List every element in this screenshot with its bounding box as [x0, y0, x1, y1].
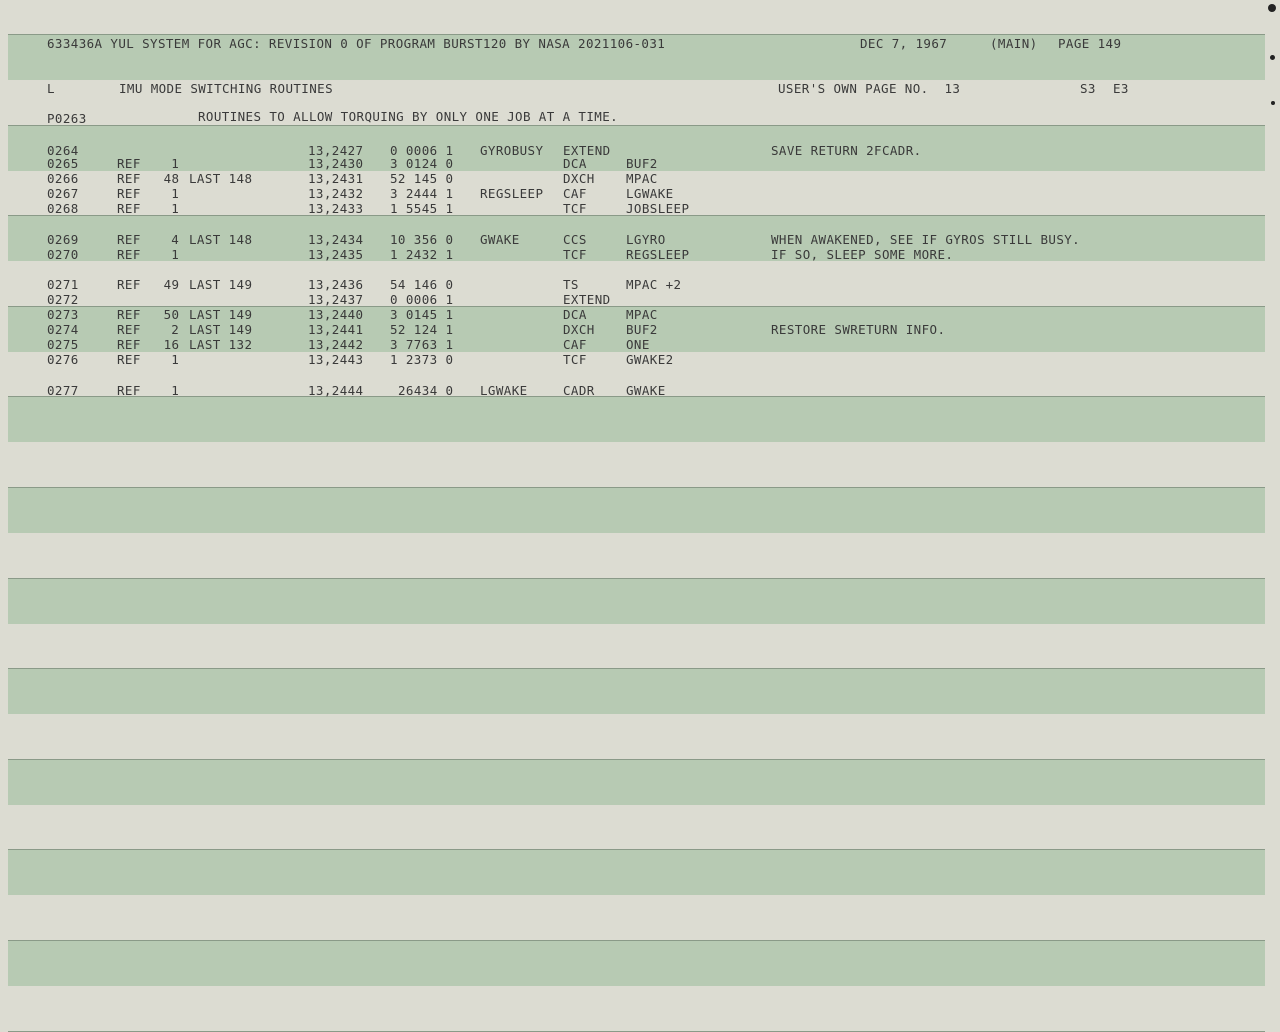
- line-code: 0 0006 1: [390, 292, 454, 307]
- line-address: 13,2430: [308, 156, 364, 171]
- line-ref-count: 50: [163, 307, 180, 322]
- line-opcode: TCF: [563, 247, 587, 262]
- line-comment: IF SO, SLEEP SOME MORE.: [771, 247, 954, 262]
- line-opcode: EXTEND: [563, 292, 611, 307]
- line-last: LAST 149: [189, 322, 253, 337]
- line-ref-count: 1: [171, 201, 180, 216]
- line-ref-count: 4: [171, 232, 180, 247]
- tractor-hole: [1270, 55, 1275, 60]
- line-number: 0270: [47, 247, 79, 262]
- line-ref: REF: [117, 171, 141, 186]
- line-code: 3 7763 1: [390, 337, 454, 352]
- line-last: LAST 132: [189, 337, 253, 352]
- header-section: (MAIN): [990, 36, 1038, 51]
- tractor-hole: [1268, 4, 1276, 12]
- line-address: 13,2437: [308, 292, 364, 307]
- line-opcode: TS: [563, 277, 579, 292]
- line-ref: REF: [117, 156, 141, 171]
- line-ref-count: 48: [163, 171, 180, 186]
- line-address: 13,2444: [308, 383, 364, 398]
- line-number: 0268: [47, 201, 79, 216]
- header-page: PAGE 149: [1058, 36, 1122, 51]
- line-opcode: TCF: [563, 352, 587, 367]
- line-ref-count: 1: [171, 352, 180, 367]
- line-address: 13,2435: [308, 247, 364, 262]
- line-address: 13,2442: [308, 337, 364, 352]
- subheader-user-page: USER'S OWN PAGE NO. 13: [778, 81, 961, 96]
- line-ref-count: 1: [171, 383, 180, 398]
- line-ref: REF: [117, 307, 141, 322]
- line-code: 3 2444 1: [390, 186, 454, 201]
- line-number: 0276: [47, 352, 79, 367]
- line-operand: BUF2: [626, 156, 658, 171]
- line-comment: RESTORE SWRETURN INFO.: [771, 322, 946, 337]
- line-opcode: DXCH: [563, 322, 595, 337]
- line-address: 13,2431: [308, 171, 364, 186]
- line-ref: REF: [117, 232, 141, 247]
- line-ref-count: 1: [171, 186, 180, 201]
- line-ref: REF: [117, 352, 141, 367]
- line-number: 0272: [47, 292, 79, 307]
- line-code: 3 0124 0: [390, 156, 454, 171]
- line-number: 0264: [47, 143, 79, 158]
- line-number: 0274: [47, 322, 79, 337]
- comment-id: P0263: [47, 111, 87, 126]
- line-number: 0265: [47, 156, 79, 171]
- line-operand: JOBSLEEP: [626, 201, 690, 216]
- line-ref: REF: [117, 186, 141, 201]
- line-comment: WHEN AWAKENED, SEE IF GYROS STILL BUSY.: [771, 232, 1081, 247]
- line-opcode: CADR: [563, 383, 595, 398]
- line-address: 13,2440: [308, 307, 364, 322]
- line-operand: ONE: [626, 337, 650, 352]
- line-code: 1 2432 1: [390, 247, 454, 262]
- subheader-code1: S3: [1080, 81, 1096, 96]
- line-ref: REF: [117, 383, 141, 398]
- subheader-code2: E3: [1113, 81, 1129, 96]
- subheader-type: L: [47, 81, 55, 96]
- line-code: 52 145 0: [390, 171, 454, 186]
- line-last: LAST 149: [189, 307, 253, 322]
- green-band: [8, 849, 1265, 895]
- line-ref: REF: [117, 201, 141, 216]
- line-code: 10 356 0: [390, 232, 454, 247]
- line-number: 0273: [47, 307, 79, 322]
- line-address: 13,2436: [308, 277, 364, 292]
- tractor-hole: [1271, 101, 1275, 105]
- line-address: 13,2434: [308, 232, 364, 247]
- line-ref: REF: [117, 247, 141, 262]
- line-operand: LGYRO: [626, 232, 666, 247]
- line-opcode: CCS: [563, 232, 587, 247]
- line-number: 0275: [47, 337, 79, 352]
- line-opcode: DXCH: [563, 171, 595, 186]
- line-code: 3 0145 1: [390, 307, 454, 322]
- line-code: 54 146 0: [390, 277, 454, 292]
- line-label: LGWAKE: [480, 383, 528, 398]
- line-number: 0269: [47, 232, 79, 247]
- line-operand: LGWAKE: [626, 186, 674, 201]
- line-ref: REF: [117, 337, 141, 352]
- line-code: 26434 0: [398, 383, 454, 398]
- line-operand: MPAC: [626, 171, 658, 186]
- line-ref-count: 16: [163, 337, 180, 352]
- line-last: LAST 148: [189, 232, 253, 247]
- line-number: 0277: [47, 383, 79, 398]
- line-number: 0266: [47, 171, 79, 186]
- line-opcode: TCF: [563, 201, 587, 216]
- line-code: 0 0006 1: [390, 143, 454, 158]
- line-operand: MPAC: [626, 307, 658, 322]
- line-code: 52 124 1: [390, 322, 454, 337]
- line-operand: BUF2: [626, 322, 658, 337]
- line-ref: REF: [117, 322, 141, 337]
- line-comment: SAVE RETURN 2FCADR.: [771, 143, 922, 158]
- line-address: 13,2443: [308, 352, 364, 367]
- line-last: LAST 149: [189, 277, 253, 292]
- comment-text: ROUTINES TO ALLOW TORQUING BY ONLY ONE JOB AT A TIME.: [198, 109, 619, 124]
- header-title: 633436A YUL SYSTEM FOR AGC: REVISION 0 OF PROGRAM BURST120 BY NASA 2021106-031: [47, 36, 666, 51]
- line-address: 13,2432: [308, 186, 364, 201]
- green-band: [8, 487, 1265, 533]
- rule-line: [8, 1031, 1265, 1032]
- line-opcode: CAF: [563, 337, 587, 352]
- line-number: 0271: [47, 277, 79, 292]
- line-last: LAST 148: [189, 171, 253, 186]
- green-band: [8, 759, 1265, 805]
- line-ref-count: 49: [163, 277, 180, 292]
- line-address: 13,2441: [308, 322, 364, 337]
- line-operand: GWAKE2: [626, 352, 674, 367]
- line-label: GYROBUSY: [480, 143, 544, 158]
- line-number: 0267: [47, 186, 79, 201]
- line-opcode: CAF: [563, 186, 587, 201]
- line-opcode: EXTEND: [563, 143, 611, 158]
- line-ref: REF: [117, 277, 141, 292]
- line-label: REGSLEEP: [480, 186, 544, 201]
- green-band: [8, 668, 1265, 714]
- green-band: [8, 578, 1265, 624]
- line-code: 1 5545 1: [390, 201, 454, 216]
- line-opcode: DCA: [563, 156, 587, 171]
- line-operand: MPAC +2: [626, 277, 682, 292]
- line-code: 1 2373 0: [390, 352, 454, 367]
- line-opcode: DCA: [563, 307, 587, 322]
- line-ref-count: 2: [171, 322, 180, 337]
- green-band: [8, 940, 1265, 986]
- line-address: 13,2433: [308, 201, 364, 216]
- line-ref-count: 1: [171, 156, 180, 171]
- line-address: 13,2427: [308, 143, 364, 158]
- line-operand: REGSLEEP: [626, 247, 690, 262]
- line-label: GWAKE: [480, 232, 520, 247]
- line-ref-count: 1: [171, 247, 180, 262]
- green-band: [8, 396, 1265, 442]
- subheader-name: IMU MODE SWITCHING ROUTINES: [119, 81, 333, 96]
- line-operand: GWAKE: [626, 383, 666, 398]
- header-date: DEC 7, 1967: [860, 36, 948, 51]
